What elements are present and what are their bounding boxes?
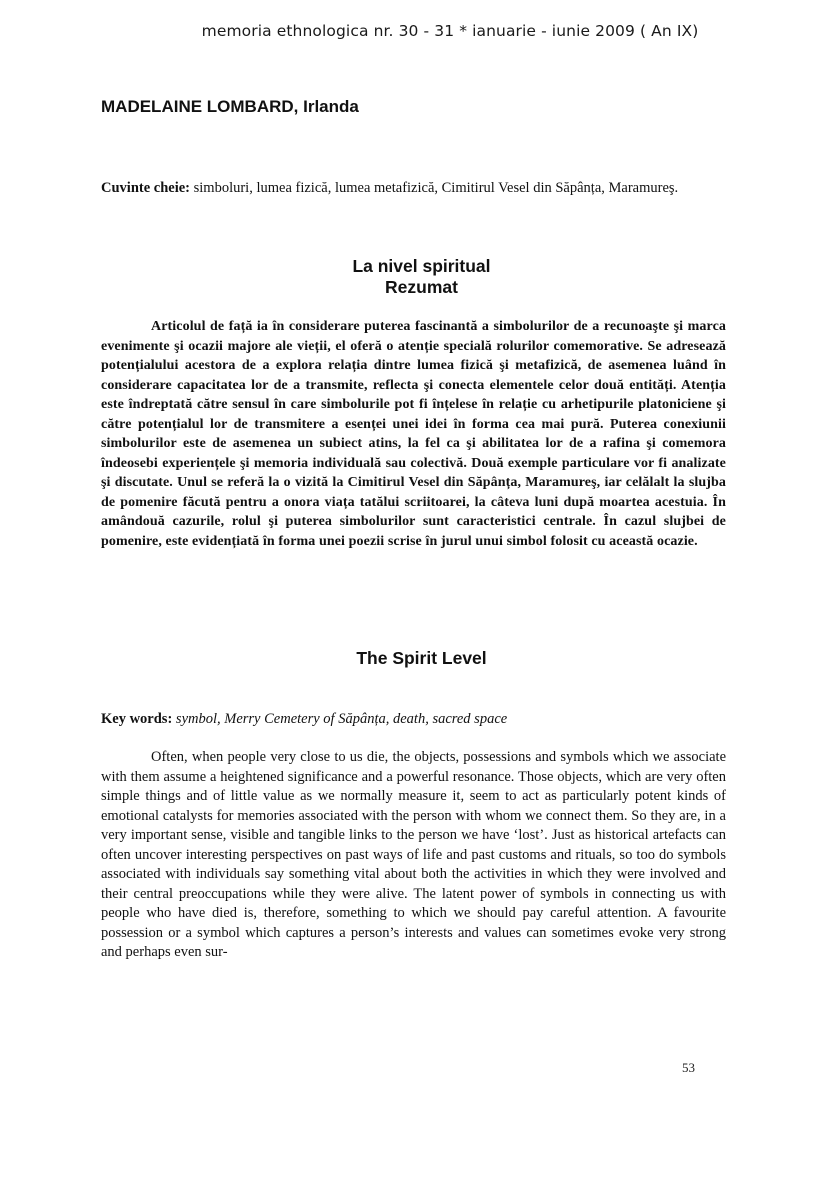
- abstract-title: La nivel spiritual: [352, 256, 491, 276]
- abstract-subtitle: Rezumat: [385, 277, 458, 297]
- abstract-paragraph: Articolul de față ia în considerare puterea fascinantă a simbolurilor de a recunoaşte şi marca evenimente şi ocazii majore ale vieții, el oferă o atenție specială rolurilor comemorative. Se adresează potențialului acestora de a explora relația dintre lumea fizică şi metafizică, de asemenea luând în considerare capacitatea lor de a transmite, reflecta şi conecta elementele celor două entități. Atenția este îndreptată către sensul în care simbolurile pot fi înțelese în relație cu arhetipurile platoniciene şi către potențialul lor de transmitere a esenței unei idei în forma cea mai pură. Puterea conexiunii simbolurilor este de asemenea un subiect atins, la fel ca şi abilitatea lor de a rafina şi comemora îndeosebi experiențele şi memoria individuală sau colectivă. Două exemple particulare vor fi analizate şi discutate. Unul se referă la o vizită la Cimitirul Vesel din Săpânța, Maramureş, iar celălalt la slujba de pomenire făcută pentru a onora viața tatălui scriitoarei, la câteva luni după moartea acestuia. În amândouă cazurile, rolul şi puterea simbolurilor sunt caracteristici centrale. În cazul slujbei de pomenire, este evidențiată în forma unei poezii scrise în jurul unui simbol folosit cu această ocazie.: [101, 319, 726, 549]
- keywords-english: [101, 709, 726, 729]
- page-number: 53: [682, 1060, 695, 1075]
- body-paragraph: Often, when people very close to us die, the objects, possessions and symbols which we associate with them assume a heightened significance and a powerful resonance. Those objects, which are very often simple things and of little value as we normally measure it, seem to act as particularly potent kinds of emotional catalysts for memories associated with the person with whom we connect them. So they are, in a very important sense, visible and tangible links to the person we have ‘lost’. Just as historical artefacts can often uncover interesting perspectives on past ways of life and past customs and rituals, so too do symbols associated with individuals say something vital about both the activities in which they were involved and their central preoccupations while they were alive. The latent power of symbols in connecting us with people who have died is, therefore, something to which we should pay careful attention. A favourite possession or a symbol which captures a person’s interests and values can sometimes evoke very strong and perhaps even sur-: [101, 749, 726, 960]
- keywords-romanian-label: Cuvinte cheie:: [101, 180, 190, 196]
- keywords-english-values: symbol, Merry Cemetery of Săpânța, death, sacred space: [175, 711, 508, 727]
- keywords-romanian-values: simboluri, lumea fizică, lumea metafizică, Cimitirul Vesel din Săpânța, Maramureş.: [193, 180, 679, 196]
- author-name: MADELAINE LOMBARD, Irlanda: [101, 97, 359, 116]
- running-header: memoria ethnologica nr. 30 - 31 * ianuarie - iunie 2009 ( An IX): [201, 22, 699, 40]
- article-title: The Spirit Level: [356, 648, 487, 668]
- keywords-english-label: Key words:: [101, 711, 173, 727]
- keywords-romanian: [101, 178, 721, 198]
